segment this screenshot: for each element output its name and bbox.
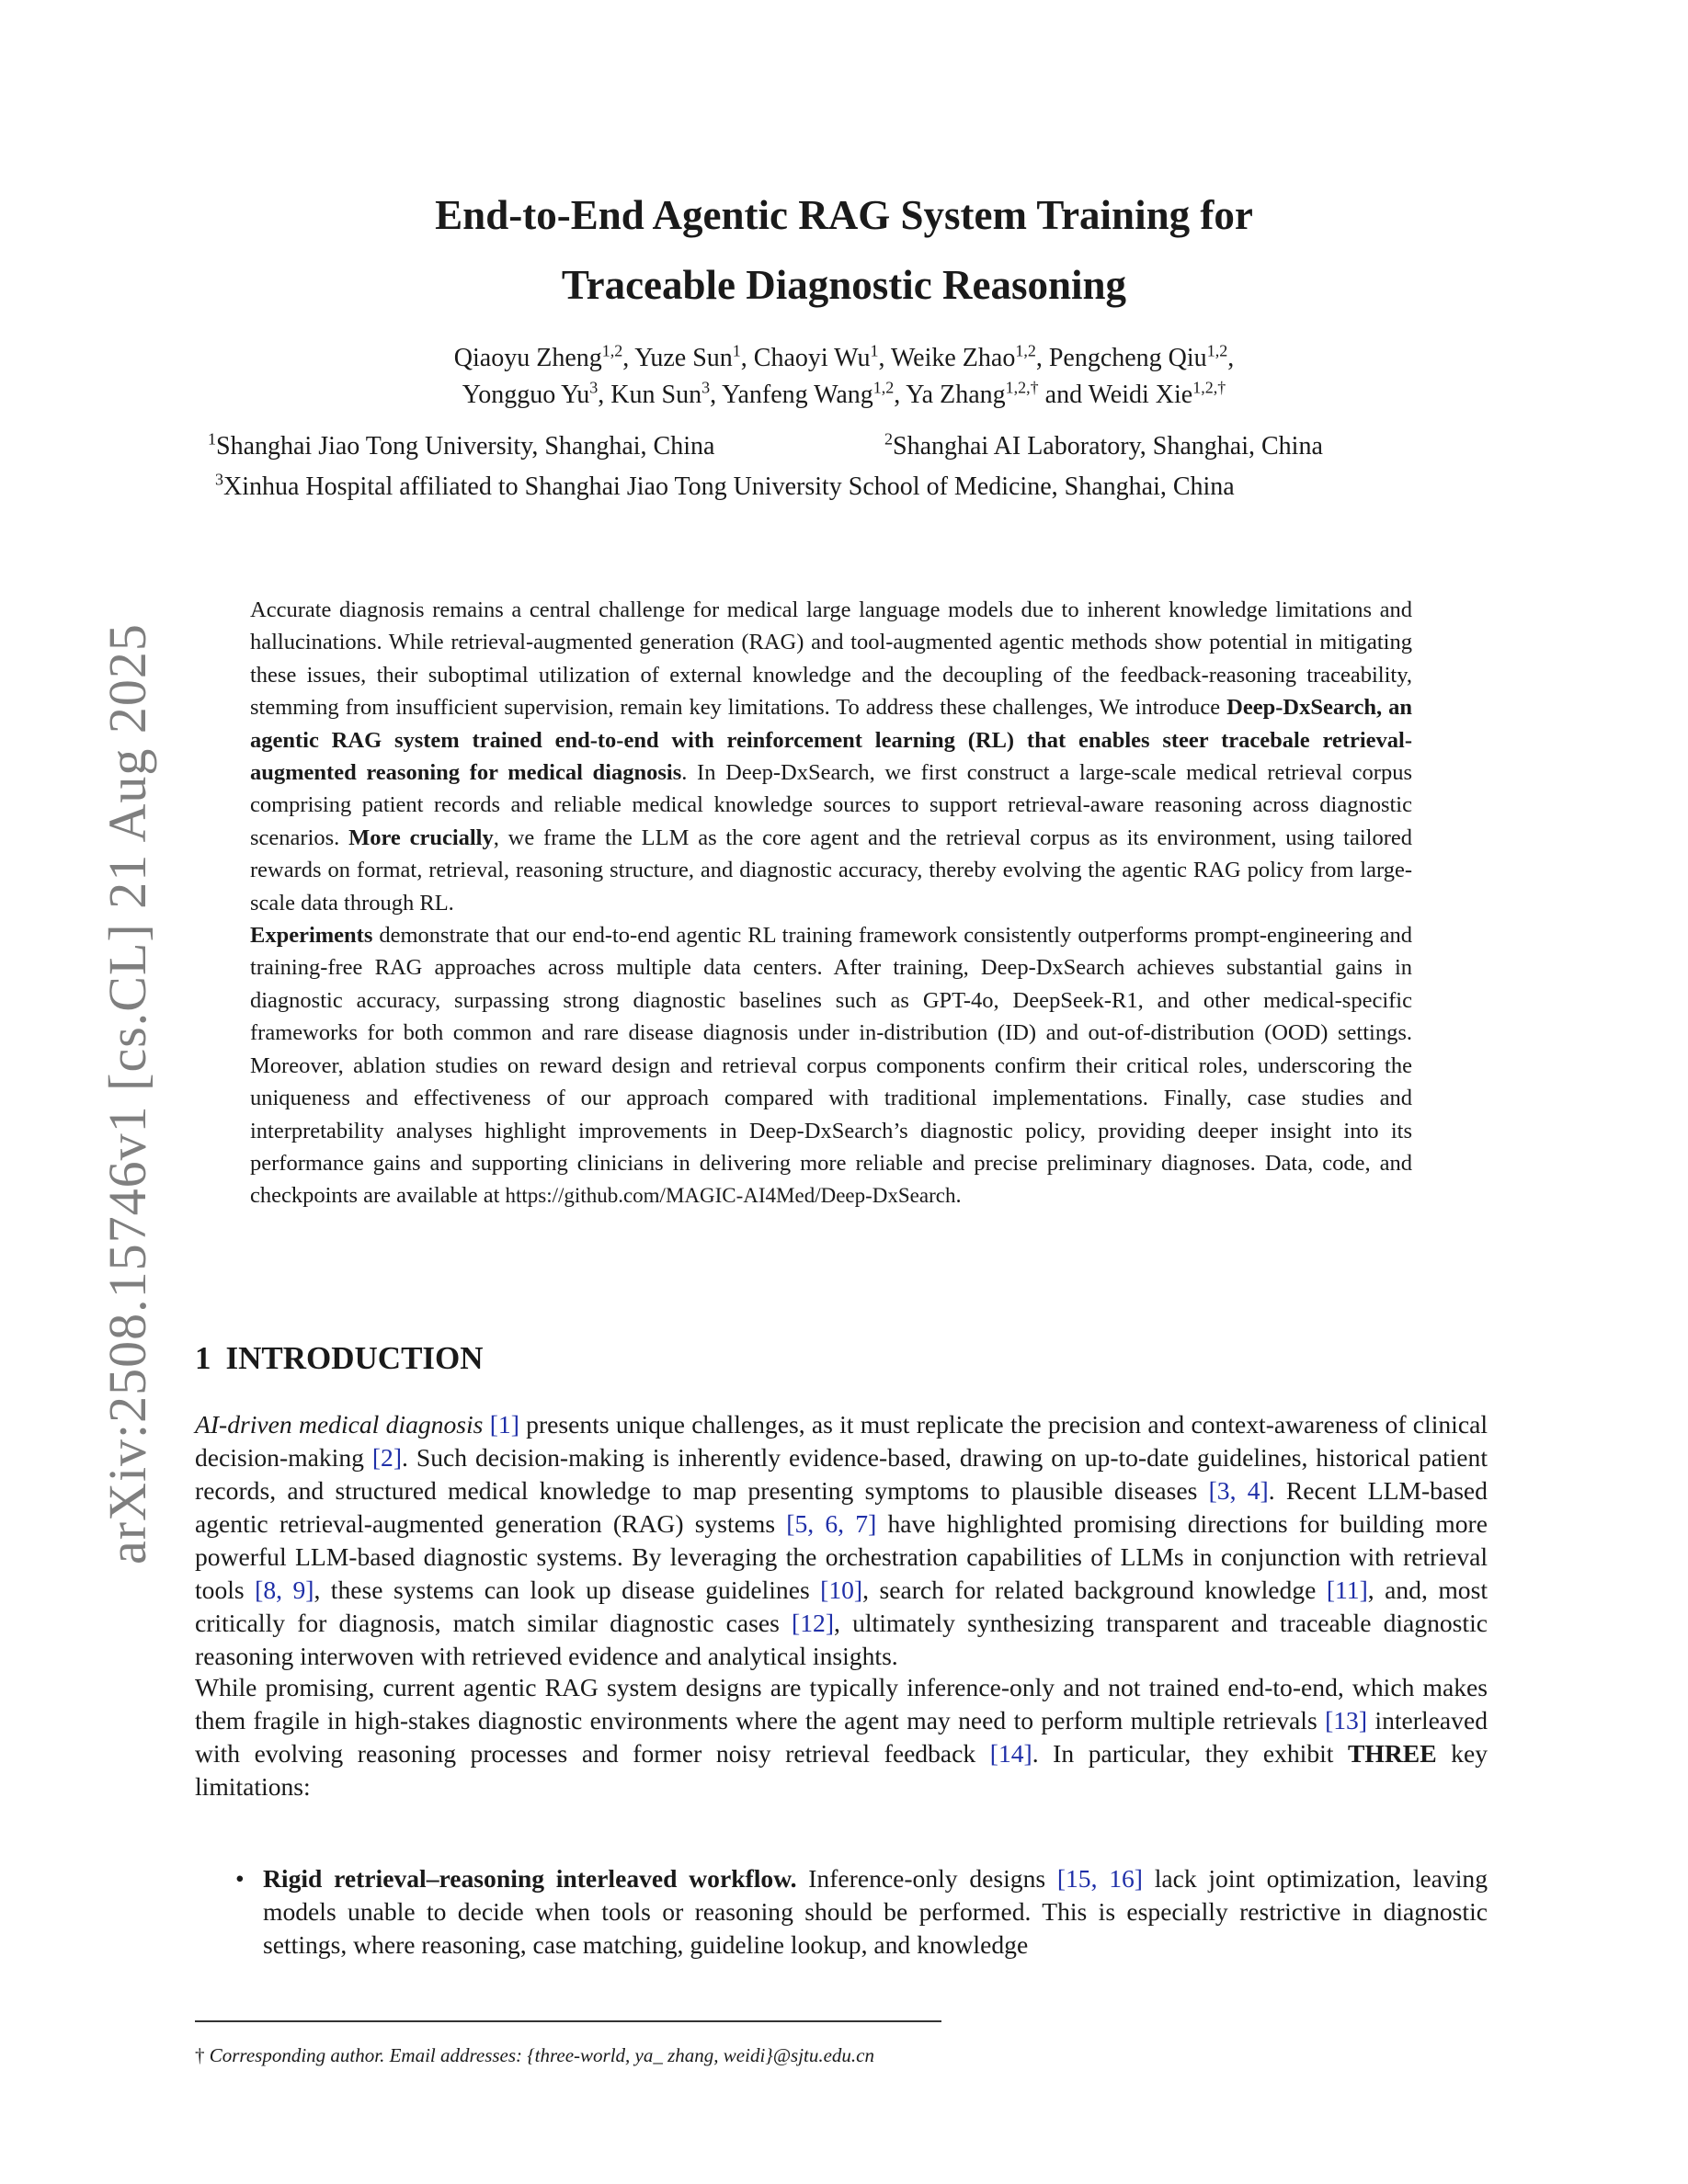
author-sup: 1,2,† (1005, 378, 1039, 397)
author-sup: 1,2 (1015, 341, 1036, 360)
bullet-icon: • (235, 1864, 245, 1893)
title-line-1: End-to-End Agentic RAG System Training for (435, 192, 1253, 238)
author-name: Chaoyi Wu (753, 344, 871, 372)
citation-link[interactable]: [3, 4] (1208, 1476, 1269, 1505)
intro-text: key limitations: (195, 1739, 1488, 1801)
intro-text: , ultimately synthesizing transparent and traceable diagnostic reasoning interwoven with retrieved evidence and analytical insights. (195, 1609, 1488, 1670)
section-heading-introduction (195, 1340, 484, 1377)
abstract-highlight: Experiments (250, 923, 373, 949)
affiliation-1 (208, 427, 714, 467)
author-name: Qiaoyu Zheng (453, 344, 602, 372)
bullet-text: Inference-only designs (796, 1864, 1057, 1893)
affiliation-text: Xinhua Hospital affiliated to Shanghai Jiao Tong University School of Medicine, Shanghai, China (223, 472, 1235, 501)
footnote-mark: † (195, 2044, 205, 2066)
citation-link[interactable]: [13] (1325, 1706, 1368, 1735)
author-name: Weike Zhao (890, 344, 1016, 372)
author-name: Ya Zhang (906, 381, 1006, 409)
paper-title (0, 180, 1688, 320)
intro-text: , these systems can look up disease guidelines (314, 1575, 821, 1604)
abstract-text: Accurate diagnosis remains a central challenge for medical large language models due to inherent knowledge limitations and hallucinations. While retrieval-augmented generation (RAG) and tool-augmented agentic methods show potential in mitigating these issues, their suboptimal utilization of external knowledge and the decoupling of the feedback-reasoning traceability, stemming from insufficient supervision, remain key limitations. To address these challenges, We introduce (250, 597, 1412, 721)
citation-link[interactable]: [5, 6, 7] (786, 1509, 877, 1538)
citation-link[interactable]: [1] (489, 1410, 519, 1439)
affiliation-2 (884, 427, 1323, 467)
bullet-text: lack joint optimization, leaving models unable to decide when tools or reasoning should be performed. This is especially restrictive in diagnostic settings, where reasoning, case matching, guideline lookup, and knowledge (263, 1864, 1488, 1959)
citation-link[interactable]: [8, 9] (255, 1575, 314, 1604)
author-name: Yuze Sun (634, 344, 733, 372)
abstract-highlight: More crucially (348, 825, 494, 850)
author-name: Yongguo Yu (462, 381, 590, 409)
abstract-text: . In Deep-DxSearch, we first construct a large-scale medical retrieval corpus comprising patient records and reliable medical knowledge sources to support retrieval-aware reasoning across diagnostic scenarios. (250, 760, 1412, 850)
author-sup: 1,2 (1206, 341, 1228, 360)
title-line-2: Traceable Diagnostic Reasoning (561, 262, 1127, 308)
intro-bold: THREE (1348, 1739, 1437, 1768)
intro-text: presents unique challenges, as it must replicate the precision and context-awareness of clinical decision-making (195, 1410, 1488, 1472)
footnote (195, 2042, 874, 2068)
github-link[interactable]: https://github.com/MAGIC-AI4Med/Deep-DxSearch (505, 1184, 956, 1208)
author-sup: 1 (732, 341, 741, 360)
citation-link[interactable]: [2] (371, 1443, 403, 1472)
intro-text: , and, most critically for diagnosis, match similar diagnostic cases (195, 1575, 1488, 1637)
intro-text: interleaved with evolving reasoning processes and former noisy retrieval feedback (195, 1706, 1488, 1768)
author-name: Weidi Xie (1088, 381, 1193, 409)
intro-paragraph-1 (195, 1408, 1488, 1673)
affiliation-text: Shanghai Jiao Tong University, Shanghai, China (216, 432, 715, 461)
footnote-text: Corresponding author. Email addresses: {three-world, ya_ zhang, weidi}@sjtu.edu.cn (204, 2044, 874, 2066)
citation-link[interactable]: [10] (820, 1575, 863, 1604)
affiliation-text: Shanghai AI Laboratory, Shanghai, China (893, 432, 1323, 461)
abstract-text: , we frame the LLM as the core agent and the retrieval corpus as its environment, using tailored rewards on format, retrieval, reasoning structure, and diagnostic accuracy, thereby evolving the agentic RAG policy from large-scale data through RL. (250, 825, 1412, 916)
intro-text: While promising, current agentic RAG system designs are typically inference-only and not trained end-to-end, which makes them fragile in high-stakes diagnostic environments where the agent may need to perform multiple retrievals (195, 1673, 1488, 1735)
intro-paragraph-2 (195, 1671, 1488, 1803)
author-sup: 1 (870, 341, 879, 360)
abstract (250, 594, 1412, 1212)
intro-text: . Such decision-making is inherently evidence-based, drawing on up-to-date guidelines, historical patient records, and structured medical knowledge to map presenting symptoms to plausible diseases (195, 1443, 1488, 1505)
bullet-heading: Rigid retrieval–reasoning interleaved workflow. (263, 1864, 797, 1893)
section-title: INTRODUCTION (225, 1340, 484, 1376)
affiliation-sup: 3 (215, 470, 223, 489)
intro-text: , search for related background knowledge (862, 1575, 1327, 1604)
author-line-2: Yongguo Yu$^3$, Kun Sun$^3$, Yanfeng Wang$^{1,2}$, Ya Zhang$^{1,2,\dagger}$ and Weidi Xie$^{1,2,\dagger}$ (462, 378, 1226, 409)
affiliation-sup: 2 (884, 429, 893, 449)
affiliation-sup: 1 (208, 429, 216, 449)
author-line-1: Qiaoyu Zheng$^{1,2}$, Yuze Sun$^1$, Chaoyi Wu$^1$, Weike Zhao$^{1,2}$, Pengcheng Qiu$^{1,2}$, (453, 341, 1235, 372)
abstract-text: . (955, 1183, 962, 1209)
intro-text: . Recent LLM-based agentic retrieval-augmented generation (RAG) systems (195, 1476, 1488, 1538)
citation-link[interactable]: [14] (989, 1739, 1032, 1768)
abstract-paragraph-2 (250, 919, 1412, 1212)
intro-text: . In particular, they exhibit (1032, 1739, 1348, 1768)
author-sup: 1,2 (601, 341, 623, 360)
author-name: Pengcheng Qiu (1048, 344, 1207, 372)
intro-text: have highlighted promising directions for building more powerful LLM-based diagnostic systems. By leveraging the orchestration capabilities of LLMs in conjunction with retrieval tools (195, 1509, 1488, 1604)
author-list (0, 340, 1688, 414)
citation-link[interactable]: [15, 16] (1056, 1864, 1143, 1893)
affiliation-3 (215, 467, 1235, 507)
author-name: Kun Sun (610, 381, 702, 409)
footnote-divider (195, 2020, 941, 2022)
author-sup: 3 (589, 378, 599, 397)
section-number: 1 (195, 1340, 211, 1376)
author-sup: 3 (701, 378, 711, 397)
abstract-highlight: Deep-DxSearch, an agentic RAG system trained end-to-end with reinforcement learning (RL) that enables steer tracebale retrieval-augmented reasoning for medical diagnosis (250, 695, 1412, 786)
abstract-paragraph-1 (250, 594, 1412, 919)
citation-link[interactable]: [12] (792, 1609, 835, 1637)
list-item (195, 1862, 1488, 1962)
author-sup: 1,2,† (1192, 378, 1226, 397)
arxiv-side-stamp: arXiv:2508.15746v1 [cs.CL] 21 Aug 2025 (97, 623, 157, 1564)
citation-link[interactable]: [11] (1326, 1575, 1368, 1604)
author-and: and (1044, 381, 1083, 409)
intro-italic: AI-driven medical diagnosis (195, 1410, 484, 1439)
author-sup: 1,2 (873, 378, 895, 397)
abstract-text: demonstrate that our end-to-end agentic RL training framework consistently outperforms prompt-engineering and training-free RAG approaches across multiple data centers. After training, Deep-DxSearch achieves substantial gains in diagnostic accuracy, surpassing strong diagnostic baselines such as GPT-4o, DeepSeek-R1, and other medical-specific frameworks for both common and rare disease diagnosis under in-distribution (ID) and out-of-distribution (OOD) settings. Moreover, ablation studies on reward design and retrieval corpus components confirm their critical roles, underscoring the uniqueness and effectiveness of our approach compared with traditional implementations. Finally, case studies and interpretability analyses highlight improvements in Deep-DxSearch’s diagnostic policy, providing deeper insight into its performance gains and supporting clinicians in delivering more reliable and precise preliminary diagnoses. Data, code, and checkpoints are available at (250, 923, 1412, 1209)
limitations-list (195, 1862, 1488, 1962)
author-name: Yanfeng Wang (722, 381, 873, 409)
